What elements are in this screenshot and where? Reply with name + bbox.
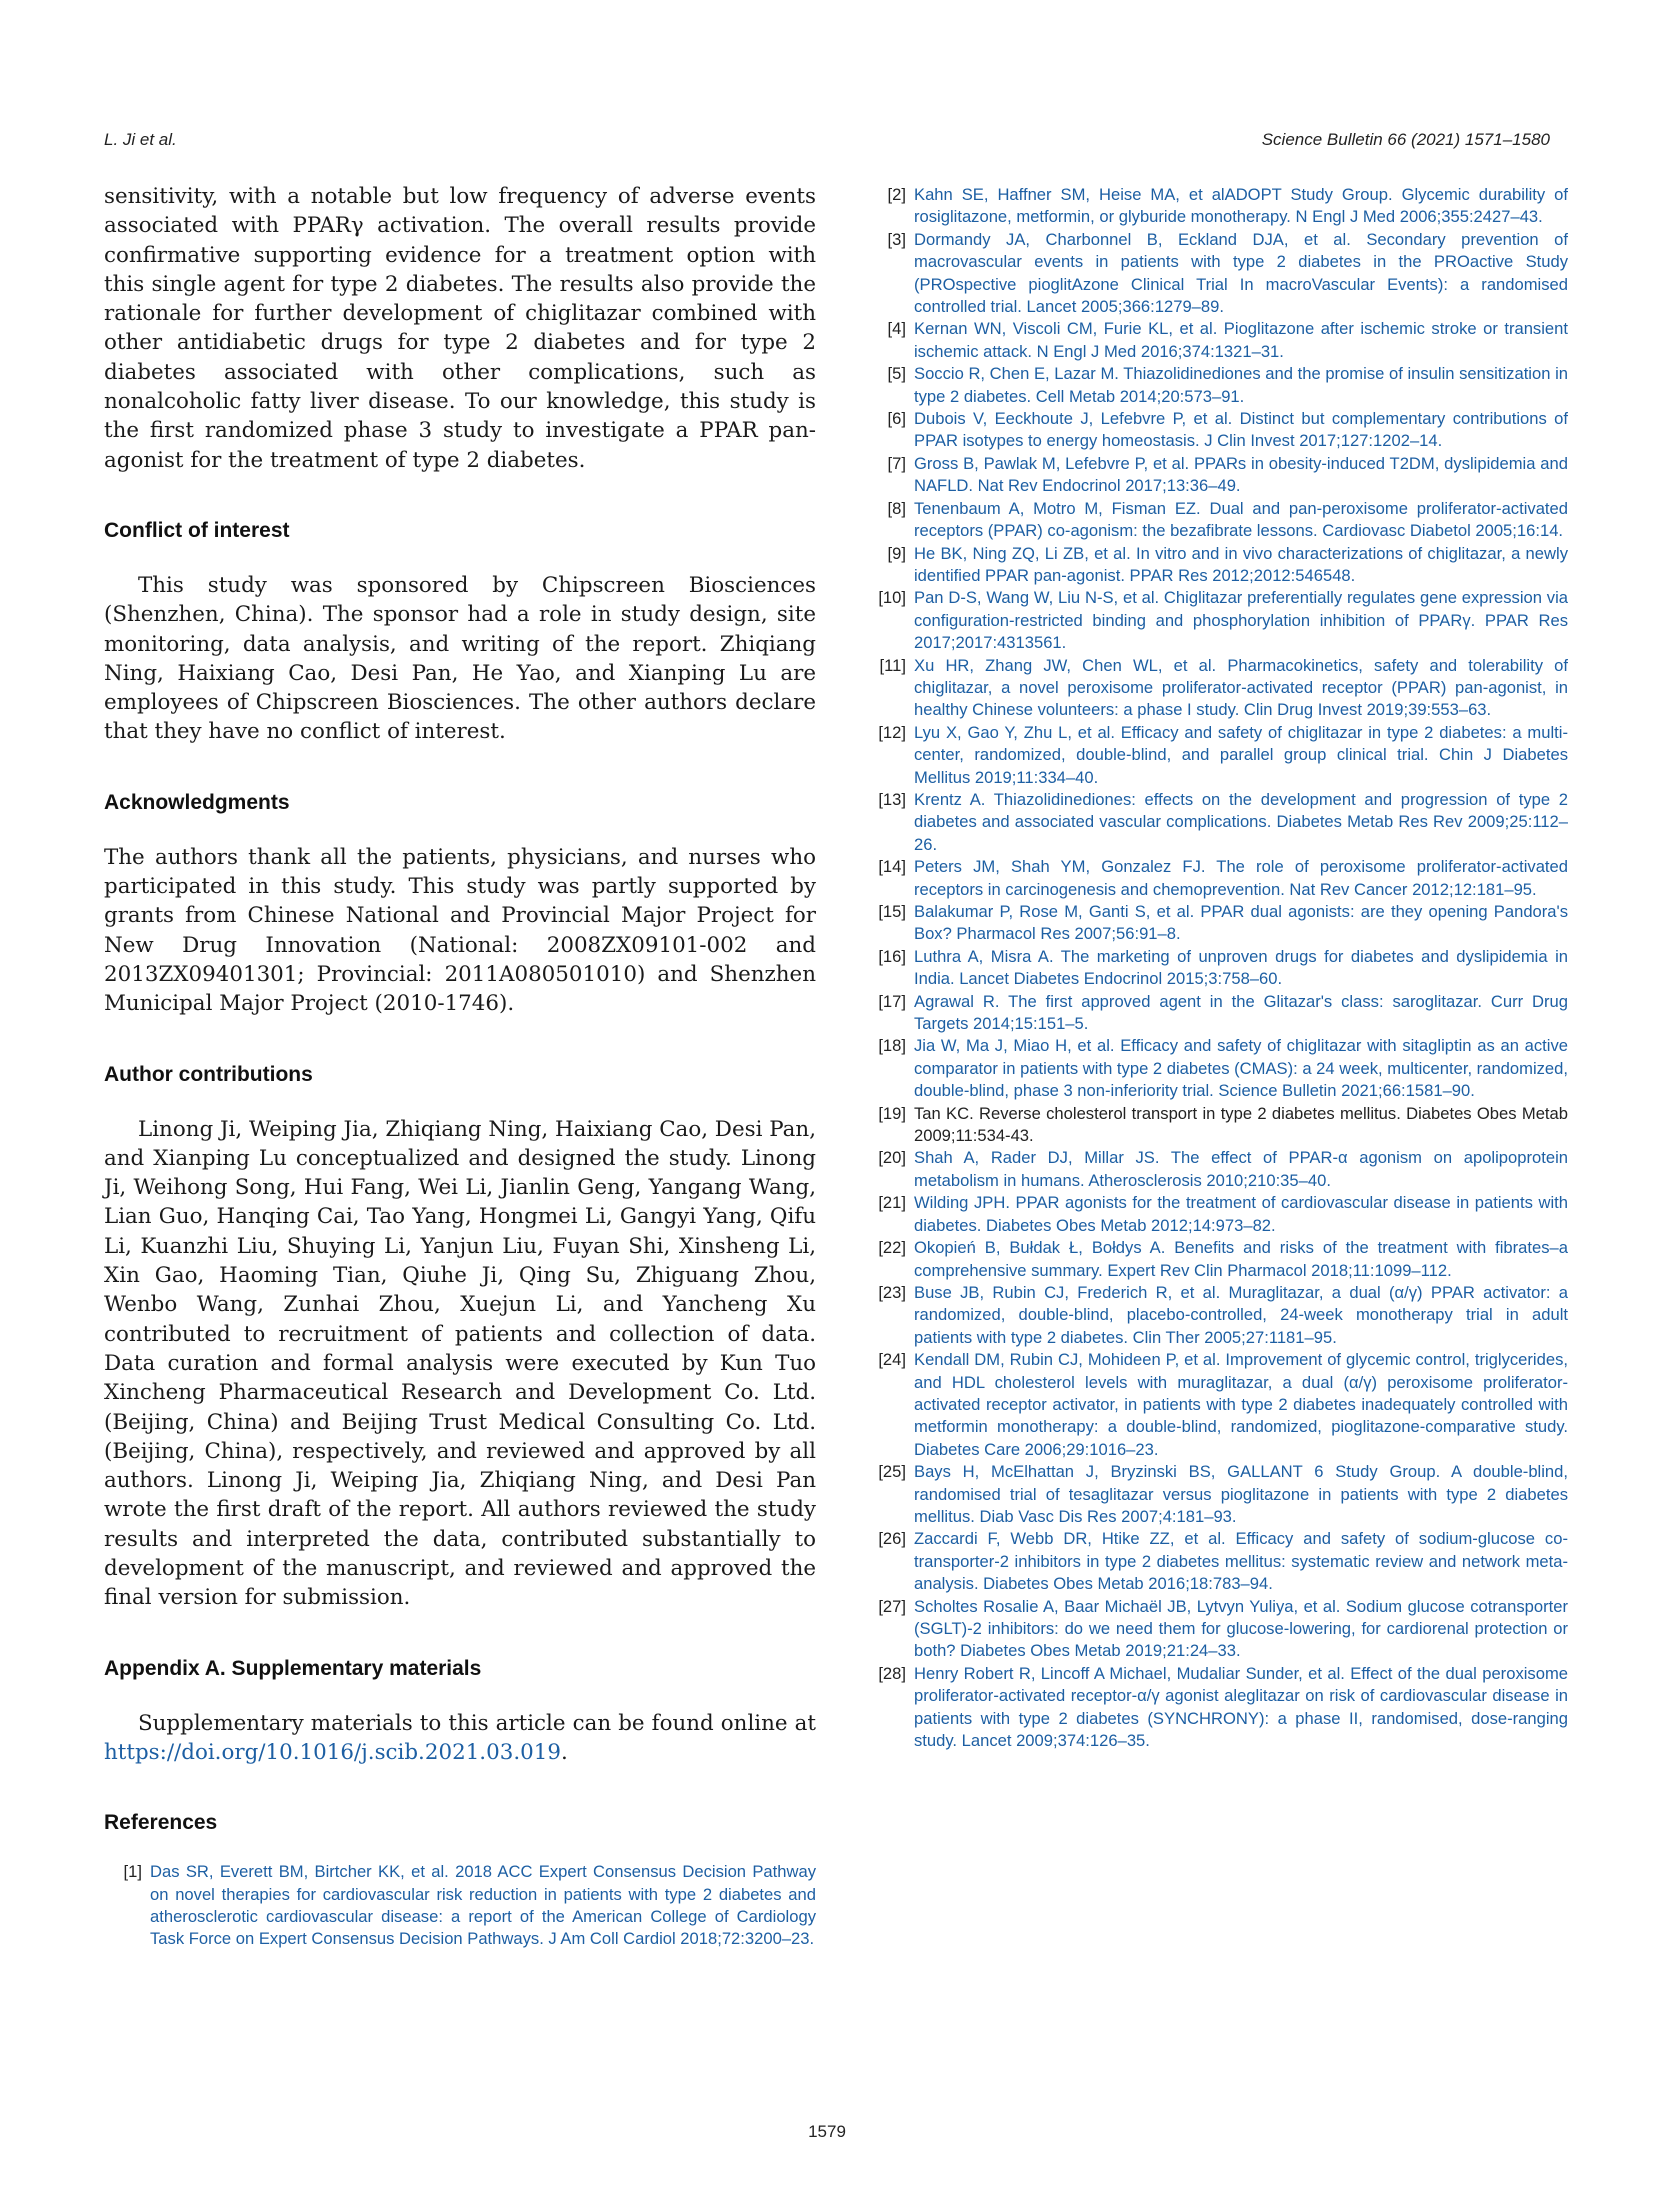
reference-item — [868, 1528, 1568, 1595]
reference-text: Tan KC. Reverse cholesterol transport in type 2 diabetes mellitus. Diabetes Obes Metab 2009;11:534-43. — [914, 1103, 1568, 1146]
reference-item — [868, 1147, 1568, 1192]
right-column — [868, 184, 1568, 1752]
reference-number: [21] — [878, 1193, 906, 1213]
running-head — [104, 130, 1550, 150]
reference-item — [868, 408, 1568, 453]
reference-item — [868, 498, 1568, 543]
reference-link[interactable]: Dubois V, Eeckhoute J, Lefebvre P, et al. Distinct but complementary contributions of PPAR isotypes to energy homeostasis. J Clin Invest 2017;127:1202–14. — [914, 409, 1568, 451]
reference-link[interactable]: Jia W, Ma J, Miao H, et al. Efficacy and safety of chiglitazar with sitagliptin as an active comparator in patients with type 2 diabetes (CMAS): a 24 week, multicenter, randomized, double-blind, phase 3 non-inferiority trial. Science Bulletin 2021;66:1581–90. — [914, 1036, 1568, 1101]
reference-number: [6] — [887, 409, 906, 429]
reference-link[interactable]: Henry Robert R, Lincoff A Michael, Mudaliar Sunder, et al. Effect of the dual peroxisome proliferator-activated receptor-α/γ agonist aleglitazar on risk of cardiovascular disease in patients with type 2 diabetes (SYNCHRONY): a phase II, randomised, dose-ranging study. Lancet 2009;374:126–35. — [914, 1663, 1568, 1751]
appendix-heading: Appendix A. Supplementary materials — [104, 1656, 482, 1680]
contributions-text: Linong Ji, Weiping Jia, Zhiqiang Ning, Haixiang Cao, Desi Pan, and Xianping Lu conceptualized and designed the study. Linong Ji, Weihong Song, Hui Fang, Wei Li, Jianlin Geng, Yangang Wang, Lian Guo, Hanqing Cai, Tao Yang, Hongmei Li, Gangyi Yang, Qifu Li, Kuanzhi Liu, Shuying Li, Yanjun Liu, Fuyan Shi, Xinsheng Li, Xin Gao, Haoming Tian, Qiuhe Ji, Qing Su, Zhiguang Zhou, Wenbo Wang, Zunhai Zhou, Xuejun Li, and Yancheng Xu contributed to recruitment of patients and collection of data. Data curation and formal analysis were executed by Kun Tuo Xincheng Pharmaceutical Research and Development Co. Ltd. (Beijing, China) and Beijing Trust Medical Consulting Co. Ltd. (Beijing, China), respectively, and reviewed and approved by all authors. Linong Ji, Weiping Jia, Zhiqiang Ning, and Desi Pan wrote the first draft of the report. All authors reviewed the study results and interpreted the data, contributed substantially to development of the manuscript, and reviewed and approved the final version for submission. — [104, 1116, 816, 1611]
reference-number: [28] — [878, 1663, 906, 1683]
reference-number: [20] — [878, 1148, 906, 1168]
reference-item — [868, 1461, 1568, 1528]
reference-number: [26] — [878, 1529, 906, 1549]
reference-number: [7] — [887, 453, 906, 473]
acknowledgments-heading: Acknowledgments — [104, 790, 290, 814]
reference-number: [24] — [878, 1350, 906, 1370]
reference-link[interactable]: Dormandy JA, Charbonnel B, Eckland DJA, et al. Secondary prevention of macrovascular events in patients with type 2 diabetes in the PROactive Study (PROspective pioglitAzone Clinical Trial In macroVascular Events): a randomised controlled trial. Lancet 2005;366:1279–89. — [914, 229, 1568, 317]
running-head-authors: L. Ji et al. — [104, 130, 177, 149]
reference-link[interactable]: Luthra A, Misra A. The marketing of unproven drugs for diabetes and dyslipidemia in India. Lancet Diabetes Endocrinol 2015;3:758–60. — [914, 946, 1568, 989]
reference-number: [22] — [878, 1238, 906, 1258]
reference-item — [868, 1596, 1568, 1663]
reference-item — [868, 789, 1568, 856]
reference-link[interactable]: Gross B, Pawlak M, Lefebvre P, et al. PPARs in obesity-induced T2DM, dyslipidemia and NAFLD. Nat Rev Endocrinol 2017;13:36–49. — [914, 453, 1568, 496]
reference-link[interactable]: Xu HR, Zhang JW, Chen WL, et al. Pharmacokinetics, safety and tolerability of chiglitazar, a novel peroxisome proliferator-activated receptor (PPAR) pan-agonist, in healthy Chinese volunteers: a phase I study. Clin Drug Invest 2019;39:553–63. — [914, 655, 1568, 720]
page-number: 1579 — [808, 2122, 846, 2141]
reference-item — [868, 722, 1568, 789]
reference-number: [15] — [878, 902, 906, 921]
reference-number: [14] — [878, 857, 906, 877]
reference-item — [868, 318, 1568, 363]
reference-link[interactable]: Lyu X, Gao Y, Zhu L, et al. Efficacy and safety of chiglitazar in type 2 diabetes: a multi-center, randomized, double-blind, and parallel group clinical trial. Chin J Diabetes Mellitus 2019;11:334–40. — [914, 722, 1568, 787]
reference-item — [868, 587, 1568, 654]
reference-number: [5] — [887, 364, 906, 384]
running-head-journal: Science Bulletin 66 (2021) 1571–1580 — [1261, 130, 1550, 149]
reference-link[interactable]: Kendall DM, Rubin CJ, Mohideen P, et al. Improvement of glycemic control, triglycerides, and HDL cholesterol levels with muraglitazar, a dual (α/γ) peroxisome proliferator-activated receptor activator, in patients with type 2 diabetes inadequately controlled with metformin monotherapy: a double-blind, randomized, pioglitazone-comparative study. Diabetes Care 2006;29:1016–23. — [914, 1350, 1568, 1459]
reference-link[interactable]: Wilding JPH. PPAR agonists for the treatment of cardiovascular disease in patients with diabetes. Diabetes Obes Metab 2012;14:973–82. — [914, 1193, 1568, 1235]
appendix-text-before: Supplementary materials to this article can be found online at — [138, 1710, 816, 1736]
contributions-heading: Author contributions — [104, 1062, 313, 1086]
reference-item — [868, 991, 1568, 1036]
reference-number: [23] — [878, 1282, 906, 1302]
reference-item — [868, 655, 1568, 722]
reference-link[interactable]: Zaccardi F, Webb DR, Htike ZZ, et al. Efficacy and safety of sodium-glucose co-transporter-2 inhibitors in type 2 diabetes mellitus: systematic review and network meta-analysis. Diabetes Obes Metab 2016;18:783–94. — [914, 1529, 1568, 1594]
reference-item — [868, 1035, 1568, 1102]
reference-link[interactable]: Buse JB, Rubin CJ, Frederich R, et al. Muraglitazar, a dual (α/γ) PPAR activator: a randomized, double-blind, placebo-controlled, 24-week monotherapy trial in adult patients with type 2 diabetes. Clin Ther 2005;27:1181–95. — [914, 1282, 1568, 1347]
reference-link[interactable]: Das SR, Everett BM, Birtcher KK, et al. 2018 ACC Expert Consensus Decision Pathway on novel therapies for cardiovascular risk reduction in patients with type 2 diabetes and atherosclerotic cardiovascular disease: a report of the American College of Cardiology Task Force on Expert Consensus Decision Pathways. J Am Coll Cardiol 2018;72:3200–23. — [150, 1862, 816, 1949]
conflict-heading: Conflict of interest — [104, 518, 290, 542]
appendix-text-after: . — [560, 1739, 568, 1765]
reference-number: [19] — [878, 1103, 906, 1123]
reference-item — [868, 1349, 1568, 1461]
reference-number: [13] — [878, 789, 906, 809]
reference-number: [2] — [887, 185, 906, 204]
reference-number: [8] — [887, 498, 906, 518]
reference-number: [11] — [879, 655, 906, 675]
reference-number: [25] — [878, 1462, 906, 1482]
reference-item — [868, 363, 1568, 408]
reference-link[interactable]: Balakumar P, Rose M, Ganti S, et al. PPAR dual agonists: are they opening Pandora's Box? Pharmacol Res 2007;56:91–8. — [914, 902, 1568, 944]
reference-item — [868, 543, 1568, 588]
reference-item — [868, 1282, 1568, 1349]
reference-item — [868, 184, 1568, 229]
reference-link[interactable]: Tenenbaum A, Motro M, Fisman EZ. Dual and pan-peroxisome proliferator-activated receptors (PPAR) co-agonism: the bezafibrate lessons. Cardiovasc Diabetol 2005;16:14. — [914, 498, 1568, 541]
reference-item — [104, 1861, 816, 1951]
reference-link[interactable]: Soccio R, Chen E, Lazar M. Thiazolidinediones and the promise of insulin sensitization in type 2 diabetes. Cell Metab 2014;20:573–91. — [914, 364, 1568, 406]
reference-link[interactable]: Krentz A. Thiazolidinediones: effects on the development and progression of type 2 diabetes and associated vascular complications. Diabetes Metab Res Rev 2009;25:112–26. — [914, 789, 1568, 854]
reference-item — [868, 1192, 1568, 1237]
reference-number: [16] — [878, 946, 906, 966]
reference-item — [868, 901, 1568, 946]
reference-item — [868, 856, 1568, 901]
reference-link[interactable]: Kernan WN, Viscoli CM, Furie KL, et al. Pioglitazone after ischemic stroke or transient ischemic attack. N Engl J Med 2016;374:1321–31. — [914, 319, 1568, 361]
reference-number: [12] — [878, 722, 906, 742]
reference-number: [27] — [878, 1596, 906, 1616]
reference-link[interactable]: Agrawal R. The first approved agent in the Glitazar's class: saroglitazar. Curr Drug Targets 2014;15:151–5. — [914, 991, 1568, 1034]
reference-item — [868, 453, 1568, 498]
reference-item — [868, 946, 1568, 991]
reference-list — [868, 184, 1568, 1752]
reference-number: [10] — [878, 588, 906, 608]
reference-number: [9] — [887, 543, 906, 563]
appendix-text — [104, 1709, 816, 1768]
reference-link[interactable]: Scholtes Rosalie A, Baar Michaël JB, Lytvyn Yuliya, et al. Sodium glucose cotransporter (SGLT)-2 inhibitors: do we need them for glucose-lowering, for cardiorenal protection or both? Diabetes Obes Metab 2019;21:24–33. — [914, 1596, 1568, 1661]
left-column — [104, 182, 816, 1951]
doi-link[interactable]: https://doi.org/10.1016/j.scib.2021.03.019 — [104, 1739, 561, 1765]
reference-link[interactable]: Okopień B, Bułdak Ł, Bołdys A. Benefits and risks of the treatment with fibrates–a comprehensive summary. Expert Rev Clin Pharmacol 2018;11:1099–112. — [914, 1238, 1568, 1280]
reference-link[interactable]: He BK, Ning ZQ, Li ZB, et al. In vitro and in vivo characterizations of chiglitazar, a newly identified PPAR pan-agonist. PPAR Res 2012;2012:546548. — [914, 543, 1568, 585]
reference-link[interactable]: Pan D-S, Wang W, Liu N-S, et al. Chiglitazar preferentially regulates gene expression via configuration-restricted binding and phosphorylation inhibition of PPARγ. PPAR Res 2017;2017:4313561. — [914, 588, 1568, 653]
reference-item — [868, 1103, 1568, 1148]
reference-link[interactable]: Kahn SE, Haffner SM, Heise MA, et alADOPT Study Group. Glycemic durability of rosiglitazone, metformin, or glyburide monotherapy. N Engl J Med 2006;355:2427–43. — [914, 185, 1568, 227]
reference-item — [868, 229, 1568, 319]
reference-item — [868, 1663, 1568, 1753]
reference-number: [18] — [878, 1036, 906, 1056]
reference-number: [3] — [887, 229, 906, 249]
intro-paragraph: sensitivity, with a notable but low frequency of adverse events associated with PPARγ activation. The overall results provide confirmative supporting evidence for a treatment option with this single agent for type 2 diabetes. The results also provide the rationale for further development of chiglitazar combined with other antidiabetic drugs for type 2 diabetes and for type 2 diabetes associated with other complications, such as nonalcoholic fatty liver disease. To our knowledge, this study is the first randomized phase 3 study to investigate a PPAR pan-agonist for the treatment of type 2 diabetes. — [104, 184, 816, 473]
reference-number: [1] — [123, 1862, 142, 1882]
reference-link[interactable]: Bays H, McElhattan J, Bryzinski BS, GALLANT 6 Study Group. A double-blind, randomised trial of tesaglitazar versus pioglitazone in patients with type 2 diabetes mellitus. Diab Vasc Dis Res 2007;4:181–93. — [914, 1462, 1568, 1526]
acknowledgments-text: The authors thank all the patients, physicians, and nurses who participated in this study. This study was partly supported by grants from Chinese National and Provincial Major Project for New Drug Innovation (National: 2008ZX09101-002 and 2013ZX09401301; Provincial: 2011A080501010) and Shenzhen Municipal Major Project (2010-1746). — [104, 844, 816, 1017]
reference-number: [17] — [878, 991, 906, 1011]
reference-link[interactable]: Shah A, Rader DJ, Millar JS. The effect of PPAR-α agonism on apolipoprotein metabolism in humans. Atherosclerosis 2010;210:35–40. — [914, 1148, 1568, 1190]
reference-number: [4] — [887, 319, 906, 339]
reference-item — [868, 1237, 1568, 1282]
conflict-text: This study was sponsored by Chipscreen Biosciences (Shenzhen, China). The sponsor had a role in study design, site monitoring, data analysis, and writing of the report. Zhiqiang Ning, Haixiang Cao, Desi Pan, He Yao, and Xianping Lu are employees of Chipscreen Biosciences. The other authors declare that they have no conflict of interest. — [104, 572, 816, 745]
references-heading: References — [104, 1811, 218, 1835]
reference-link[interactable]: Peters JM, Shah YM, Gonzalez FJ. The role of peroxisome proliferator-activated receptors in carcinogenesis and chemoprevention. Nat Rev Cancer 2012;12:181–95. — [914, 857, 1568, 899]
